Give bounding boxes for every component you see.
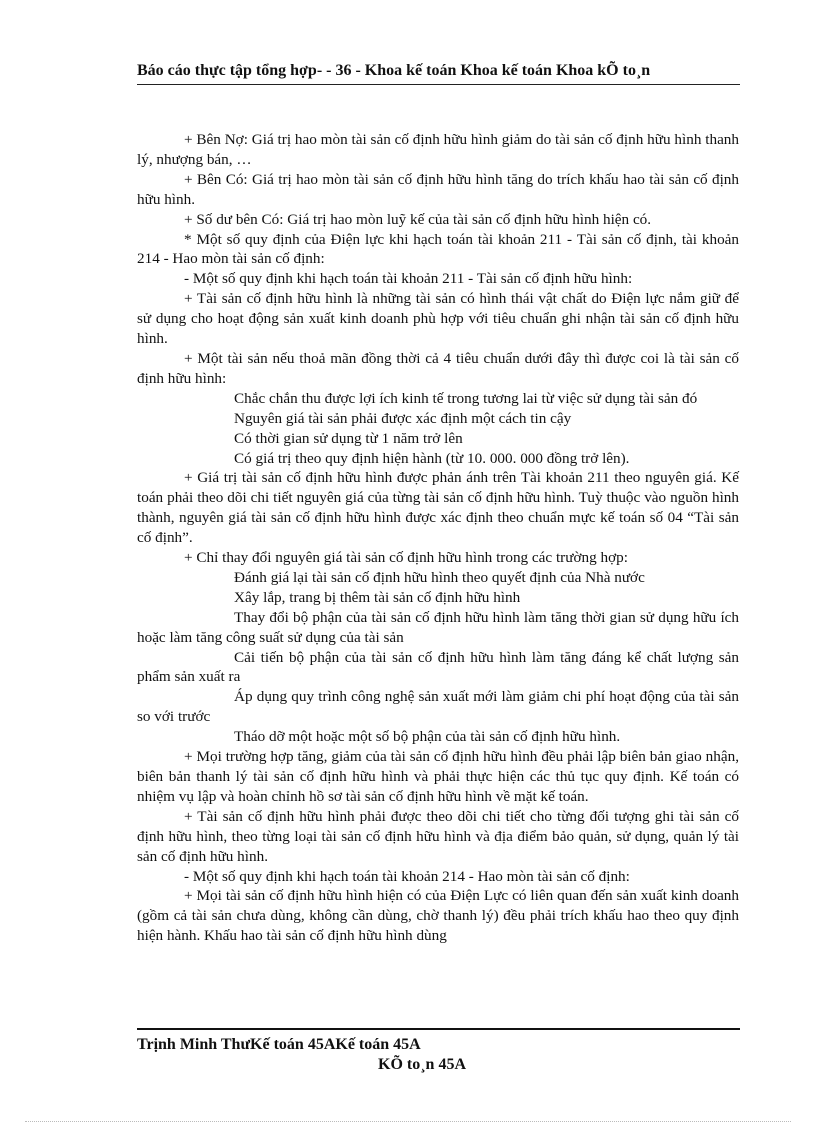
paragraph: + Bên Nợ: Giá trị hao mòn tài sản cố định hữu hình giảm do tài sản cố định hữu hình thanh lý, nhượng bán, … <box>137 131 739 168</box>
footer-class: KÕ to¸n 45A <box>378 1056 466 1073</box>
paragraph: - Một số quy định khi hạch toán tài khoản 214 - Hao mòn tài sản cố định: <box>184 867 630 885</box>
page-edge-dotted-line <box>25 1121 791 1122</box>
paragraph: + Mọi trường hợp tăng, giảm của tài sản cố định hữu hình đều phải lập biên bản giao nhận, biên bản thanh lý tài sản cố định hữu hình và phải thực hiện các thủ tục quy định. Kế toán có nhiệm vụ lập và hoàn chỉnh hồ sơ tài sản cố định hữu hình về mặt kế toán. <box>137 748 739 805</box>
case-item: Áp dụng quy trình công nghệ sản xuất mới làm giảm chi phí hoạt động của tài sản so với trước <box>137 688 739 726</box>
paragraph: - Một số quy định khi hạch toán tài khoản 211 - Tài sản cố định hữu hình: <box>184 270 633 288</box>
footer-author: Trịnh Minh ThưKế toán 45AKế toán 45A <box>137 1036 421 1053</box>
paragraph: + Một tài sản nếu thoả mãn đồng thời cả 4 tiêu chuẩn dưới đây thì được coi là tài sản cố định hữu hình: <box>137 349 739 387</box>
paragraph: + Bên Có: Giá trị hao mòn tài sản cố định hữu hình tăng do trích khấu hao tài sản cố định hữu hình. <box>137 170 739 208</box>
criteria-item: Nguyên giá tài sản phải được xác định một cách tin cậy <box>234 409 572 427</box>
case-item: Tháo dỡ một hoặc một số bộ phận của tài sản cố định hữu hình. <box>234 728 621 746</box>
criteria-item: Chắc chắn thu được lợi ích kinh tế trong tương lai từ việc sử dụng tài sản đó <box>234 389 698 407</box>
case-item: Xây lắp, trang bị thêm tài sản cố định hữu hình <box>234 588 521 606</box>
paragraph: + Số dư bên Có: Giá trị hao mòn luỹ kế của tài sản cố định hữu hình hiện có. <box>184 210 652 228</box>
header-divider <box>137 84 740 85</box>
document-body <box>137 130 739 946</box>
criteria-item: Có giá trị theo quy định hiện hành (từ 10. 000. 000 đồng trở lên). <box>234 449 630 467</box>
case-item: Cải tiến bộ phận của tài sản cố định hữu hình làm tăng đáng kể chất lượng sản phẩm sản xuất ra <box>137 648 739 686</box>
case-item: Thay đổi bộ phận của tài sản cố định hữu hình làm tăng thời gian sử dụng hữu ích hoặc làm tăng công suất sử dụng của tài sản <box>137 608 739 646</box>
paragraph: + Tài sản cố định hữu hình phải được theo dõi chi tiết cho từng đối tượng ghi tài sản cố định hữu hình, theo từng loại tài sản cố định hữu hình và địa điểm bảo quản, sử dụng, quản lý tài sản cố định hữu hình. <box>137 807 739 865</box>
paragraph: + Giá trị tài sản cố định hữu hình được phản ánh trên Tài khoản 211 theo nguyên giá. Kế toán phải theo dõi chi tiết nguyên giá của từng tài sản cố định hữu hình. Tuỳ thuộc vào nguồn hình thành, nguyên giá tài sản cố định hữu hình được xác định theo chuẩn mực kế toán số 04 “Tài sản cố định”. <box>137 469 739 547</box>
footer-divider <box>137 1028 740 1030</box>
case-item: Đánh giá lại tài sản cố định hữu hình theo quyết định của Nhà nước <box>234 568 645 586</box>
paragraph: * Một số quy định của Điện lực khi hạch toán tài khoản 211 - Tài sản cố định, tài khoản 214 - Hao mòn tài sản cố định: <box>137 230 739 268</box>
page-header: Báo cáo thực tập tổng hợp- - 36 - Khoa kế toán Khoa kế toán Khoa kÕ to¸n <box>137 62 651 79</box>
paragraph: + Chỉ thay đổi nguyên giá tài sản cố định hữu hình trong các trường hợp: <box>184 549 628 567</box>
paragraph: + Mọi tài sản cố định hữu hình hiện có của Điện Lực có liên quan đến sản xuất kinh doanh (gồm cả tài sản chưa dùng, không cần dùng, chờ thanh lý) đều phải trích khấu hao theo quy định hiện hành. Khấu hao tài sản cố định hữu hình dùng <box>137 887 739 945</box>
criteria-item: Có thời gian sử dụng từ 1 năm trở lên <box>234 429 463 447</box>
paragraph: + Tài sản cố định hữu hình là những tài sản có hình thái vật chất do Điện lực nắm giữ để sử dụng cho hoạt động sản xuất kinh doanh phù hợp với tiêu chuẩn ghi nhận tài sản cố định hữu hình. <box>137 290 739 348</box>
